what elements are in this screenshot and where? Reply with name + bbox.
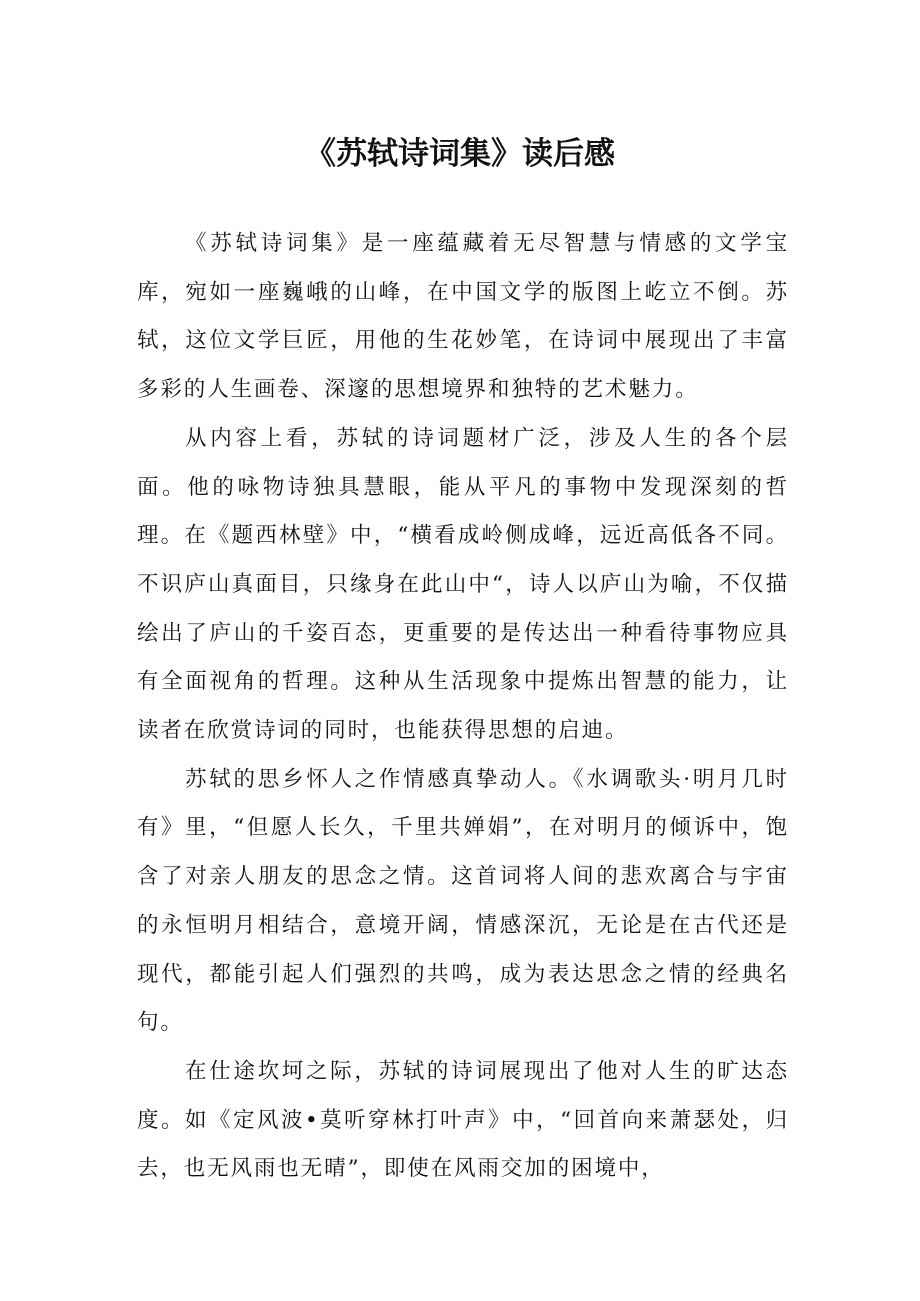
paragraph-homesick: 苏轼的思乡怀人之作情感真挚动人。《水调歌头·明月几时有》里，“但愿人长久，千里共婵娟”，在对明月的倾诉中，饱含了对亲人朋友的思念之情。这首词将人间的悲欢离合与宇宙的永恒明月相结合，意境开阔，情感深沉，无论是在古代还是现代，都能引起人们强烈的共鸣，成为表达思念之情的经典名句。 bbox=[137, 766, 789, 1036]
document-body bbox=[137, 220, 789, 1194]
paragraph-content: 从内容上看，苏轼的诗词题材广泛，涉及人生的各个层面。他的咏物诗独具慧眼，能从平凡的事物中发现深刻的哲理。在《题西林壁》中，“横看成岭侧成峰，远近高低各不同。不识庐山真面目，只缘身在此山中“，诗人以庐山为喻，不仅描绘出了庐山的千姿百态，更重要的是传达出一种看待事物应具有全面视角的哲理。这种从生活现象中提炼出智慧的能力，让读者在欣赏诗词的同时，也能获得思想的启迪。 bbox=[137, 425, 789, 744]
document-title: 《苏轼诗词集》读后感 bbox=[305, 136, 615, 172]
paragraph-intro: 《苏轼诗词集》是一座蕴藏着无尽智慧与情感的文学宝库，宛如一座巍峨的山峰，在中国文学的版图上屹立不倒。苏轼，这位文学巨匠，用他的生花妙笔，在诗词中展现出了丰富多彩的人生画卷、深邃的思想境界和独特的艺术魅力。 bbox=[137, 231, 789, 403]
paragraph-career: 在仕途坎坷之际，苏轼的诗词展现出了他对人生的旷达态度。如《定风波•莫听穿林打叶声》中，“回首向来萧瑟处，归去，也无风雨也无晴”，即使在风雨交加的困境中， bbox=[137, 1058, 789, 1182]
